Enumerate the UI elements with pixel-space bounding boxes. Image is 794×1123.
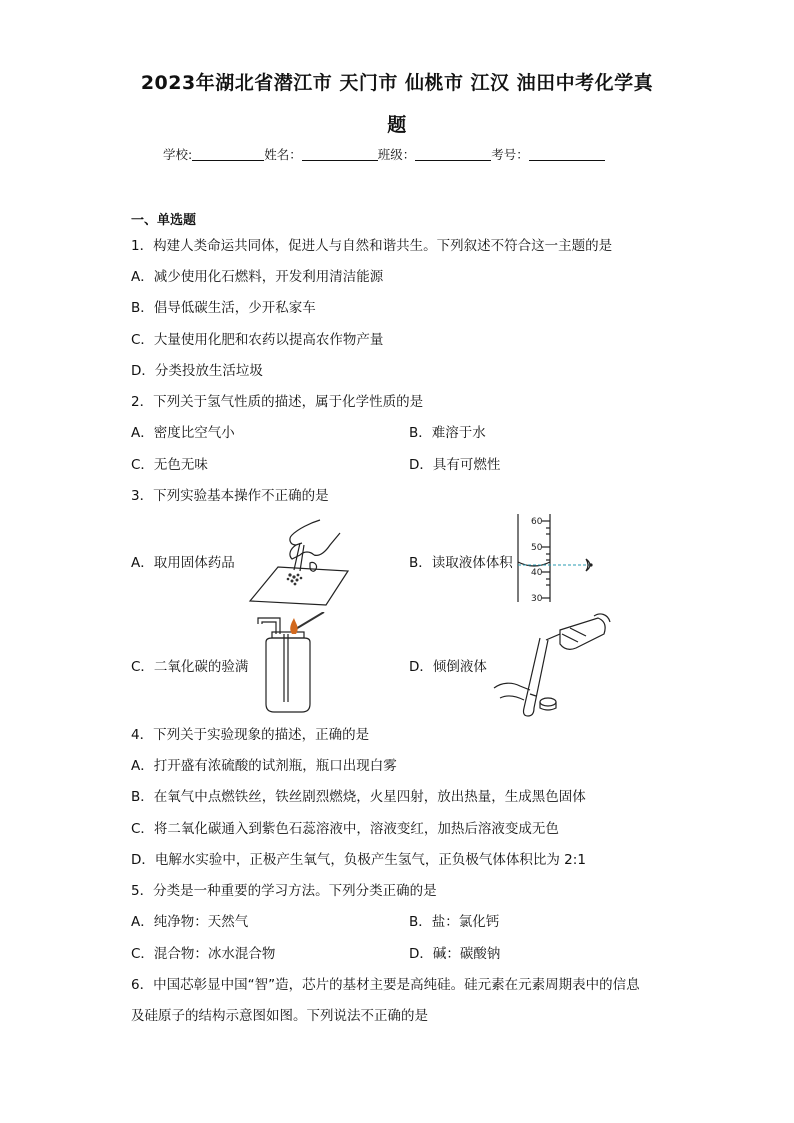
q3-option-d: D．倾倒液体	[409, 659, 487, 675]
q5-option-b: B．盐：氯化钙	[409, 914, 500, 930]
number-blank[interactable]	[529, 160, 605, 161]
q2-option-c: C．无色无味	[131, 457, 208, 473]
q3-option-b: B．读取液体体积	[409, 555, 513, 571]
holding-hand	[494, 683, 530, 700]
q2-option-a: A．密度比空气小	[131, 425, 235, 441]
co2-test-figure	[250, 612, 330, 714]
graduated-cylinder-figure	[480, 512, 600, 604]
class-label: 班级：	[377, 147, 416, 162]
q6-stem-line2: 及硅原子的结构示意图如图。下列说法不正确的是	[131, 1008, 428, 1024]
q2-option-b: B．难溶于水	[409, 425, 486, 441]
solid-granules	[287, 573, 303, 585]
burning-match	[294, 612, 324, 630]
q2-stem: 2．下列关于氢气性质的描述，属于化学性质的是	[131, 394, 424, 410]
q3-option-a: A．取用固体药品	[131, 555, 235, 571]
test-tube	[524, 638, 549, 716]
name-blank[interactable]	[302, 160, 378, 161]
eye-pupil	[589, 563, 592, 566]
tick-label-60: 60	[531, 517, 543, 527]
tick-label-40: 40	[531, 568, 543, 578]
q3-stem: 3．下列实验基本操作不正确的是	[131, 488, 329, 504]
q4-option-c: C．将二氧化碳通入到紫色石蕊溶液中，溶液变红，加热后溶液变成无色	[131, 821, 559, 837]
q4-stem: 4．下列关于实验现象的描述，正确的是	[131, 727, 370, 743]
q4-option-b: B．在氧气中点燃铁丝，铁丝剧烈燃烧，火星四射，放出热量，生成黑色固体	[131, 789, 586, 805]
tick-label-30: 30	[531, 594, 543, 604]
number-label: 考号：	[491, 147, 529, 162]
flame-icon	[290, 618, 297, 634]
student-info-line	[163, 145, 605, 163]
q4-option-d: D．电解水实验中，正极产生氧气，负极产生氢气，正负极气体体积比为 2:1	[131, 852, 586, 868]
q6-stem-line1: 6．中国芯彰显中国“智”造，芯片的基材主要是高纯硅。硅元素在元素周期表中的信息	[131, 977, 640, 993]
hand-outline	[290, 520, 320, 545]
q1-option-d: D．分类投放生活垃圾	[131, 363, 263, 379]
cylinder-tick-marks	[542, 521, 550, 598]
q1-option-c: C．大量使用化肥和农药以提高农作物产量	[131, 332, 384, 348]
q2-option-d: D．具有可燃性	[409, 457, 501, 473]
school-blank[interactable]	[192, 160, 264, 161]
name-label: 姓名：	[264, 147, 302, 162]
q4-option-a: A．打开盛有浓硫酸的试剂瓶，瓶口出现白雾	[131, 758, 397, 774]
q5-option-a: A．纯净物：天然气	[131, 914, 249, 930]
exam-title-line1: 2023年湖北省潜江市 天门市 仙桃市 江汉 油田中考化学真	[140, 72, 654, 94]
exam-title-line2: 题	[387, 114, 407, 136]
q3-option-c: C．二氧化碳的验满	[131, 659, 249, 675]
bottle-cap	[540, 698, 556, 706]
long-tube	[284, 634, 288, 702]
section-heading: 一、单选题	[131, 213, 197, 228]
q5-stem: 5．分类是一种重要的学习方法。下列分类正确的是	[131, 883, 437, 899]
fingertip	[310, 562, 317, 571]
class-blank[interactable]	[415, 160, 491, 161]
q1-option-a: A．减少使用化石燃料，开发利用清洁能源	[131, 269, 384, 285]
q1-option-b: B．倡导低碳生活，少开私家车	[131, 300, 316, 316]
pouring-liquid-figure	[490, 612, 615, 720]
q5-option-c: C．混合物：冰水混合物	[131, 946, 276, 962]
q5-option-d: D．碱：碳酸钠	[409, 946, 501, 962]
paper-sheet	[250, 567, 348, 605]
school-label: 学校:	[163, 147, 193, 162]
bottle-label	[562, 628, 586, 642]
tick-label-50: 50	[531, 543, 543, 553]
solid-reagent-figure	[240, 515, 355, 607]
q1-stem: 1．构建人类命运共同体，促进人与自然和谐共生。下列叙述不符合这一主题的是	[131, 238, 613, 254]
